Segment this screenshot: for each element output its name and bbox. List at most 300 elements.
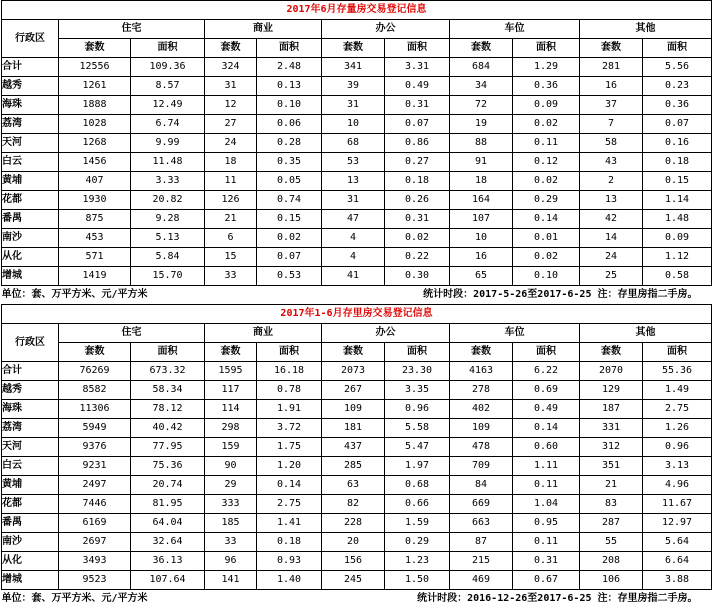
area-cell: 0.02 bbox=[257, 229, 322, 248]
units-cell: 9376 bbox=[59, 438, 131, 457]
district-cell: 合计 bbox=[2, 58, 59, 77]
sub-header-area: 面积 bbox=[385, 343, 450, 362]
area-cell: 8.57 bbox=[131, 77, 205, 96]
area-cell: 9.28 bbox=[131, 210, 205, 229]
units-cell: 37 bbox=[580, 96, 643, 115]
units-cell: 90 bbox=[205, 457, 257, 476]
area-cell: 0.74 bbox=[257, 191, 322, 210]
table-row bbox=[2, 362, 712, 381]
units-cell: 58 bbox=[580, 134, 643, 153]
table-row bbox=[2, 552, 712, 571]
area-cell: 1.97 bbox=[385, 457, 450, 476]
area-cell: 2.75 bbox=[643, 400, 712, 419]
units-cell: 106 bbox=[580, 571, 643, 590]
units-cell: 76269 bbox=[59, 362, 131, 381]
area-cell: 673.32 bbox=[131, 362, 205, 381]
area-cell: 0.93 bbox=[257, 552, 322, 571]
area-cell: 0.31 bbox=[385, 210, 450, 229]
units-cell: 3493 bbox=[59, 552, 131, 571]
area-cell: 6.22 bbox=[513, 362, 580, 381]
category-header-commercial: 商业 bbox=[205, 324, 322, 343]
units-cell: 407 bbox=[59, 172, 131, 191]
area-cell: 0.49 bbox=[385, 77, 450, 96]
area-cell: 0.29 bbox=[513, 191, 580, 210]
area-cell: 0.49 bbox=[513, 400, 580, 419]
units-cell: 126 bbox=[205, 191, 257, 210]
district-cell: 增城 bbox=[2, 267, 59, 286]
district-cell: 天河 bbox=[2, 134, 59, 153]
units-cell: 55 bbox=[580, 533, 643, 552]
area-cell: 0.06 bbox=[257, 115, 322, 134]
units-cell: 7 bbox=[580, 115, 643, 134]
table-row bbox=[2, 58, 712, 77]
units-cell: 109 bbox=[322, 400, 385, 419]
area-cell: 0.09 bbox=[513, 96, 580, 115]
units-cell: 11 bbox=[205, 172, 257, 191]
area-cell: 0.31 bbox=[385, 96, 450, 115]
area-cell: 1.23 bbox=[385, 552, 450, 571]
area-cell: 64.04 bbox=[131, 514, 205, 533]
table-row bbox=[2, 571, 712, 590]
district-cell: 天河 bbox=[2, 438, 59, 457]
area-cell: 1.20 bbox=[257, 457, 322, 476]
category-header-other: 其他 bbox=[580, 324, 712, 343]
units-cell: 39 bbox=[322, 77, 385, 96]
period-note: 统计时段：2017-5-26至2017-6-25 注：存里房指二手房。 bbox=[322, 286, 712, 305]
category-header-other: 其他 bbox=[580, 20, 712, 39]
units-cell: 2697 bbox=[59, 533, 131, 552]
district-cell: 南沙 bbox=[2, 533, 59, 552]
units-cell: 709 bbox=[450, 457, 513, 476]
units-cell: 8582 bbox=[59, 381, 131, 400]
area-cell: 2.48 bbox=[257, 58, 322, 77]
units-cell: 331 bbox=[580, 419, 643, 438]
units-cell: 65 bbox=[450, 267, 513, 286]
units-cell: 5949 bbox=[59, 419, 131, 438]
units-cell: 156 bbox=[322, 552, 385, 571]
area-cell: 0.69 bbox=[513, 381, 580, 400]
units-cell: 285 bbox=[322, 457, 385, 476]
units-cell: 10 bbox=[450, 229, 513, 248]
units-cell: 1595 bbox=[205, 362, 257, 381]
units-cell: 29 bbox=[205, 476, 257, 495]
area-cell: 20.74 bbox=[131, 476, 205, 495]
area-cell: 0.18 bbox=[385, 172, 450, 191]
area-cell: 0.30 bbox=[385, 267, 450, 286]
category-header-parking: 车位 bbox=[450, 324, 580, 343]
area-cell: 0.10 bbox=[257, 96, 322, 115]
units-cell: 42 bbox=[580, 210, 643, 229]
units-cell: 10 bbox=[322, 115, 385, 134]
district-cell: 荔湾 bbox=[2, 115, 59, 134]
units-cell: 68 bbox=[322, 134, 385, 153]
area-cell: 1.91 bbox=[257, 400, 322, 419]
sub-header-units: 套数 bbox=[580, 39, 643, 58]
units-cell: 164 bbox=[450, 191, 513, 210]
units-cell: 228 bbox=[322, 514, 385, 533]
units-cell: 4 bbox=[322, 229, 385, 248]
area-cell: 0.35 bbox=[257, 153, 322, 172]
sub-header-units: 套数 bbox=[205, 39, 257, 58]
area-cell: 9.99 bbox=[131, 134, 205, 153]
units-cell: 31 bbox=[322, 191, 385, 210]
units-cell: 875 bbox=[59, 210, 131, 229]
table-row bbox=[2, 495, 712, 514]
units-cell: 469 bbox=[450, 571, 513, 590]
category-header-parking: 车位 bbox=[450, 20, 580, 39]
area-cell: 0.09 bbox=[643, 229, 712, 248]
table-row bbox=[2, 229, 712, 248]
units-cell: 72 bbox=[450, 96, 513, 115]
area-cell: 1.48 bbox=[643, 210, 712, 229]
units-cell: 63 bbox=[322, 476, 385, 495]
units-cell: 437 bbox=[322, 438, 385, 457]
units-cell: 4 bbox=[322, 248, 385, 267]
units-cell: 215 bbox=[450, 552, 513, 571]
area-cell: 1.75 bbox=[257, 438, 322, 457]
area-cell: 77.95 bbox=[131, 438, 205, 457]
area-cell: 0.18 bbox=[257, 533, 322, 552]
units-cell: 27 bbox=[205, 115, 257, 134]
units-cell: 47 bbox=[322, 210, 385, 229]
table-row bbox=[2, 381, 712, 400]
units-cell: 9523 bbox=[59, 571, 131, 590]
sub-header-units: 套数 bbox=[580, 343, 643, 362]
area-cell: 1.49 bbox=[643, 381, 712, 400]
units-cell: 333 bbox=[205, 495, 257, 514]
area-cell: 0.16 bbox=[643, 134, 712, 153]
sub-header-units: 套数 bbox=[59, 343, 131, 362]
table-row bbox=[2, 210, 712, 229]
area-cell: 0.29 bbox=[385, 533, 450, 552]
area-cell: 0.96 bbox=[643, 438, 712, 457]
district-cell: 番禺 bbox=[2, 514, 59, 533]
area-cell: 0.14 bbox=[513, 419, 580, 438]
units-cell: 453 bbox=[59, 229, 131, 248]
area-cell: 0.22 bbox=[385, 248, 450, 267]
area-cell: 0.02 bbox=[513, 172, 580, 191]
units-cell: 31 bbox=[322, 96, 385, 115]
unit-note: 单位：套、万平方米、元/平方米 bbox=[2, 590, 322, 608]
period-note: 统计时段：2016-12-26至2017-6-25 注：存里房指二手房。 bbox=[322, 590, 712, 608]
area-cell: 15.70 bbox=[131, 267, 205, 286]
units-cell: 278 bbox=[450, 381, 513, 400]
area-cell: 0.95 bbox=[513, 514, 580, 533]
area-cell: 3.88 bbox=[643, 571, 712, 590]
units-cell: 2073 bbox=[322, 362, 385, 381]
area-cell: 11.67 bbox=[643, 495, 712, 514]
units-cell: 684 bbox=[450, 58, 513, 77]
table-row bbox=[2, 77, 712, 96]
table-row bbox=[2, 457, 712, 476]
units-cell: 15 bbox=[205, 248, 257, 267]
table-row bbox=[2, 514, 712, 533]
units-cell: 1268 bbox=[59, 134, 131, 153]
units-cell: 117 bbox=[205, 381, 257, 400]
sub-header-units: 套数 bbox=[450, 39, 513, 58]
monthly-table bbox=[1, 0, 712, 304]
units-cell: 341 bbox=[322, 58, 385, 77]
area-cell: 1.29 bbox=[513, 58, 580, 77]
area-cell: 0.67 bbox=[513, 571, 580, 590]
district-cell: 黄埔 bbox=[2, 476, 59, 495]
table-row bbox=[2, 96, 712, 115]
area-cell: 1.59 bbox=[385, 514, 450, 533]
area-cell: 0.12 bbox=[513, 153, 580, 172]
area-cell: 58.34 bbox=[131, 381, 205, 400]
units-cell: 31 bbox=[205, 77, 257, 96]
district-cell: 越秀 bbox=[2, 77, 59, 96]
table-row bbox=[2, 419, 712, 438]
area-cell: 0.68 bbox=[385, 476, 450, 495]
district-cell: 合计 bbox=[2, 362, 59, 381]
district-cell: 白云 bbox=[2, 153, 59, 172]
units-cell: 1028 bbox=[59, 115, 131, 134]
area-cell: 0.96 bbox=[385, 400, 450, 419]
units-cell: 20 bbox=[322, 533, 385, 552]
area-cell: 23.30 bbox=[385, 362, 450, 381]
units-cell: 25 bbox=[580, 267, 643, 286]
units-cell: 6 bbox=[205, 229, 257, 248]
units-cell: 2497 bbox=[59, 476, 131, 495]
area-cell: 0.53 bbox=[257, 267, 322, 286]
units-cell: 402 bbox=[450, 400, 513, 419]
table-row bbox=[2, 172, 712, 191]
table-title: 2017年1-6月存里房交易登记信息 bbox=[2, 305, 712, 324]
area-cell: 107.64 bbox=[131, 571, 205, 590]
units-cell: 18 bbox=[205, 153, 257, 172]
area-cell: 0.15 bbox=[257, 210, 322, 229]
area-cell: 0.02 bbox=[513, 115, 580, 134]
area-cell: 20.82 bbox=[131, 191, 205, 210]
table-row bbox=[2, 533, 712, 552]
area-cell: 0.23 bbox=[643, 77, 712, 96]
units-cell: 43 bbox=[580, 153, 643, 172]
units-cell: 24 bbox=[580, 248, 643, 267]
category-header-residential: 住宅 bbox=[59, 324, 205, 343]
area-cell: 3.35 bbox=[385, 381, 450, 400]
area-cell: 12.97 bbox=[643, 514, 712, 533]
area-cell: 1.14 bbox=[643, 191, 712, 210]
units-cell: 1456 bbox=[59, 153, 131, 172]
units-cell: 4163 bbox=[450, 362, 513, 381]
area-cell: 5.64 bbox=[643, 533, 712, 552]
area-cell: 36.13 bbox=[131, 552, 205, 571]
sub-header-area: 面积 bbox=[257, 343, 322, 362]
area-cell: 0.01 bbox=[513, 229, 580, 248]
units-cell: 11306 bbox=[59, 400, 131, 419]
units-cell: 87 bbox=[450, 533, 513, 552]
table-row bbox=[2, 438, 712, 457]
area-cell: 1.50 bbox=[385, 571, 450, 590]
units-cell: 107 bbox=[450, 210, 513, 229]
area-cell: 0.10 bbox=[513, 267, 580, 286]
table-row bbox=[2, 115, 712, 134]
units-cell: 1930 bbox=[59, 191, 131, 210]
table-row bbox=[2, 134, 712, 153]
district-cell: 增城 bbox=[2, 571, 59, 590]
area-cell: 0.11 bbox=[513, 134, 580, 153]
units-cell: 663 bbox=[450, 514, 513, 533]
area-cell: 6.64 bbox=[643, 552, 712, 571]
units-cell: 281 bbox=[580, 58, 643, 77]
units-cell: 312 bbox=[580, 438, 643, 457]
area-cell: 0.31 bbox=[513, 552, 580, 571]
sub-header-area: 面积 bbox=[131, 39, 205, 58]
units-cell: 109 bbox=[450, 419, 513, 438]
area-cell: 11.48 bbox=[131, 153, 205, 172]
district-cell: 海珠 bbox=[2, 400, 59, 419]
units-cell: 16 bbox=[450, 248, 513, 267]
table-row bbox=[2, 267, 712, 286]
units-cell: 82 bbox=[322, 495, 385, 514]
units-cell: 12556 bbox=[59, 58, 131, 77]
area-cell: 55.36 bbox=[643, 362, 712, 381]
sub-header-units: 套数 bbox=[322, 39, 385, 58]
area-cell: 0.15 bbox=[643, 172, 712, 191]
district-cell: 番禺 bbox=[2, 210, 59, 229]
units-cell: 16 bbox=[580, 77, 643, 96]
units-cell: 187 bbox=[580, 400, 643, 419]
sub-header-area: 面积 bbox=[513, 39, 580, 58]
sub-header-area: 面积 bbox=[643, 343, 712, 362]
area-cell: 1.26 bbox=[643, 419, 712, 438]
units-cell: 7446 bbox=[59, 495, 131, 514]
sub-header-units: 套数 bbox=[322, 343, 385, 362]
area-cell: 2.75 bbox=[257, 495, 322, 514]
district-cell: 花都 bbox=[2, 495, 59, 514]
units-cell: 185 bbox=[205, 514, 257, 533]
sub-header-units: 套数 bbox=[205, 343, 257, 362]
table-row bbox=[2, 476, 712, 495]
category-header-residential: 住宅 bbox=[59, 20, 205, 39]
area-cell: 0.11 bbox=[513, 476, 580, 495]
sub-header-area: 面积 bbox=[513, 343, 580, 362]
units-cell: 351 bbox=[580, 457, 643, 476]
area-cell: 40.42 bbox=[131, 419, 205, 438]
table-row bbox=[2, 248, 712, 267]
district-cell: 从化 bbox=[2, 248, 59, 267]
area-cell: 0.28 bbox=[257, 134, 322, 153]
district-header: 行政区 bbox=[2, 20, 59, 58]
year-to-date-table bbox=[1, 304, 712, 608]
area-cell: 5.56 bbox=[643, 58, 712, 77]
area-cell: 32.64 bbox=[131, 533, 205, 552]
area-cell: 0.78 bbox=[257, 381, 322, 400]
table-row bbox=[2, 191, 712, 210]
category-header-commercial: 商业 bbox=[205, 20, 322, 39]
area-cell: 0.26 bbox=[385, 191, 450, 210]
table-title: 2017年6月存量房交易登记信息 bbox=[2, 1, 712, 20]
district-cell: 从化 bbox=[2, 552, 59, 571]
area-cell: 0.36 bbox=[643, 96, 712, 115]
area-cell: 5.13 bbox=[131, 229, 205, 248]
units-cell: 83 bbox=[580, 495, 643, 514]
units-cell: 33 bbox=[205, 267, 257, 286]
area-cell: 0.02 bbox=[385, 229, 450, 248]
units-cell: 96 bbox=[205, 552, 257, 571]
area-cell: 0.27 bbox=[385, 153, 450, 172]
area-cell: 1.11 bbox=[513, 457, 580, 476]
units-cell: 21 bbox=[205, 210, 257, 229]
units-cell: 267 bbox=[322, 381, 385, 400]
units-cell: 14 bbox=[580, 229, 643, 248]
units-cell: 24 bbox=[205, 134, 257, 153]
units-cell: 324 bbox=[205, 58, 257, 77]
units-cell: 88 bbox=[450, 134, 513, 153]
units-cell: 12 bbox=[205, 96, 257, 115]
area-cell: 16.18 bbox=[257, 362, 322, 381]
area-cell: 75.36 bbox=[131, 457, 205, 476]
area-cell: 1.12 bbox=[643, 248, 712, 267]
units-cell: 1261 bbox=[59, 77, 131, 96]
area-cell: 0.14 bbox=[257, 476, 322, 495]
sub-header-area: 面积 bbox=[643, 39, 712, 58]
area-cell: 0.13 bbox=[257, 77, 322, 96]
area-cell: 1.41 bbox=[257, 514, 322, 533]
units-cell: 84 bbox=[450, 476, 513, 495]
area-cell: 3.72 bbox=[257, 419, 322, 438]
units-cell: 19 bbox=[450, 115, 513, 134]
area-cell: 0.07 bbox=[257, 248, 322, 267]
area-cell: 5.84 bbox=[131, 248, 205, 267]
sub-header-units: 套数 bbox=[450, 343, 513, 362]
area-cell: 0.60 bbox=[513, 438, 580, 457]
area-cell: 5.47 bbox=[385, 438, 450, 457]
district-cell: 白云 bbox=[2, 457, 59, 476]
units-cell: 141 bbox=[205, 571, 257, 590]
units-cell: 1419 bbox=[59, 267, 131, 286]
units-cell: 9231 bbox=[59, 457, 131, 476]
area-cell: 3.33 bbox=[131, 172, 205, 191]
units-cell: 13 bbox=[322, 172, 385, 191]
table-row bbox=[2, 400, 712, 419]
units-cell: 41 bbox=[322, 267, 385, 286]
area-cell: 0.66 bbox=[385, 495, 450, 514]
area-cell: 1.04 bbox=[513, 495, 580, 514]
units-cell: 129 bbox=[580, 381, 643, 400]
area-cell: 3.13 bbox=[643, 457, 712, 476]
units-cell: 287 bbox=[580, 514, 643, 533]
area-cell: 81.95 bbox=[131, 495, 205, 514]
district-cell: 海珠 bbox=[2, 96, 59, 115]
units-cell: 181 bbox=[322, 419, 385, 438]
units-cell: 571 bbox=[59, 248, 131, 267]
area-cell: 78.12 bbox=[131, 400, 205, 419]
unit-note: 单位：套、万平方米、元/平方米 bbox=[2, 286, 322, 305]
units-cell: 21 bbox=[580, 476, 643, 495]
area-cell: 0.02 bbox=[513, 248, 580, 267]
units-cell: 2070 bbox=[580, 362, 643, 381]
district-cell: 越秀 bbox=[2, 381, 59, 400]
district-cell: 黄埔 bbox=[2, 172, 59, 191]
units-cell: 34 bbox=[450, 77, 513, 96]
district-cell: 花都 bbox=[2, 191, 59, 210]
area-cell: 0.07 bbox=[385, 115, 450, 134]
units-cell: 91 bbox=[450, 153, 513, 172]
district-header: 行政区 bbox=[2, 324, 59, 362]
units-cell: 1888 bbox=[59, 96, 131, 115]
units-cell: 6169 bbox=[59, 514, 131, 533]
units-cell: 208 bbox=[580, 552, 643, 571]
area-cell: 0.58 bbox=[643, 267, 712, 286]
district-cell: 南沙 bbox=[2, 229, 59, 248]
units-cell: 298 bbox=[205, 419, 257, 438]
area-cell: 109.36 bbox=[131, 58, 205, 77]
units-cell: 159 bbox=[205, 438, 257, 457]
units-cell: 33 bbox=[205, 533, 257, 552]
units-cell: 13 bbox=[580, 191, 643, 210]
